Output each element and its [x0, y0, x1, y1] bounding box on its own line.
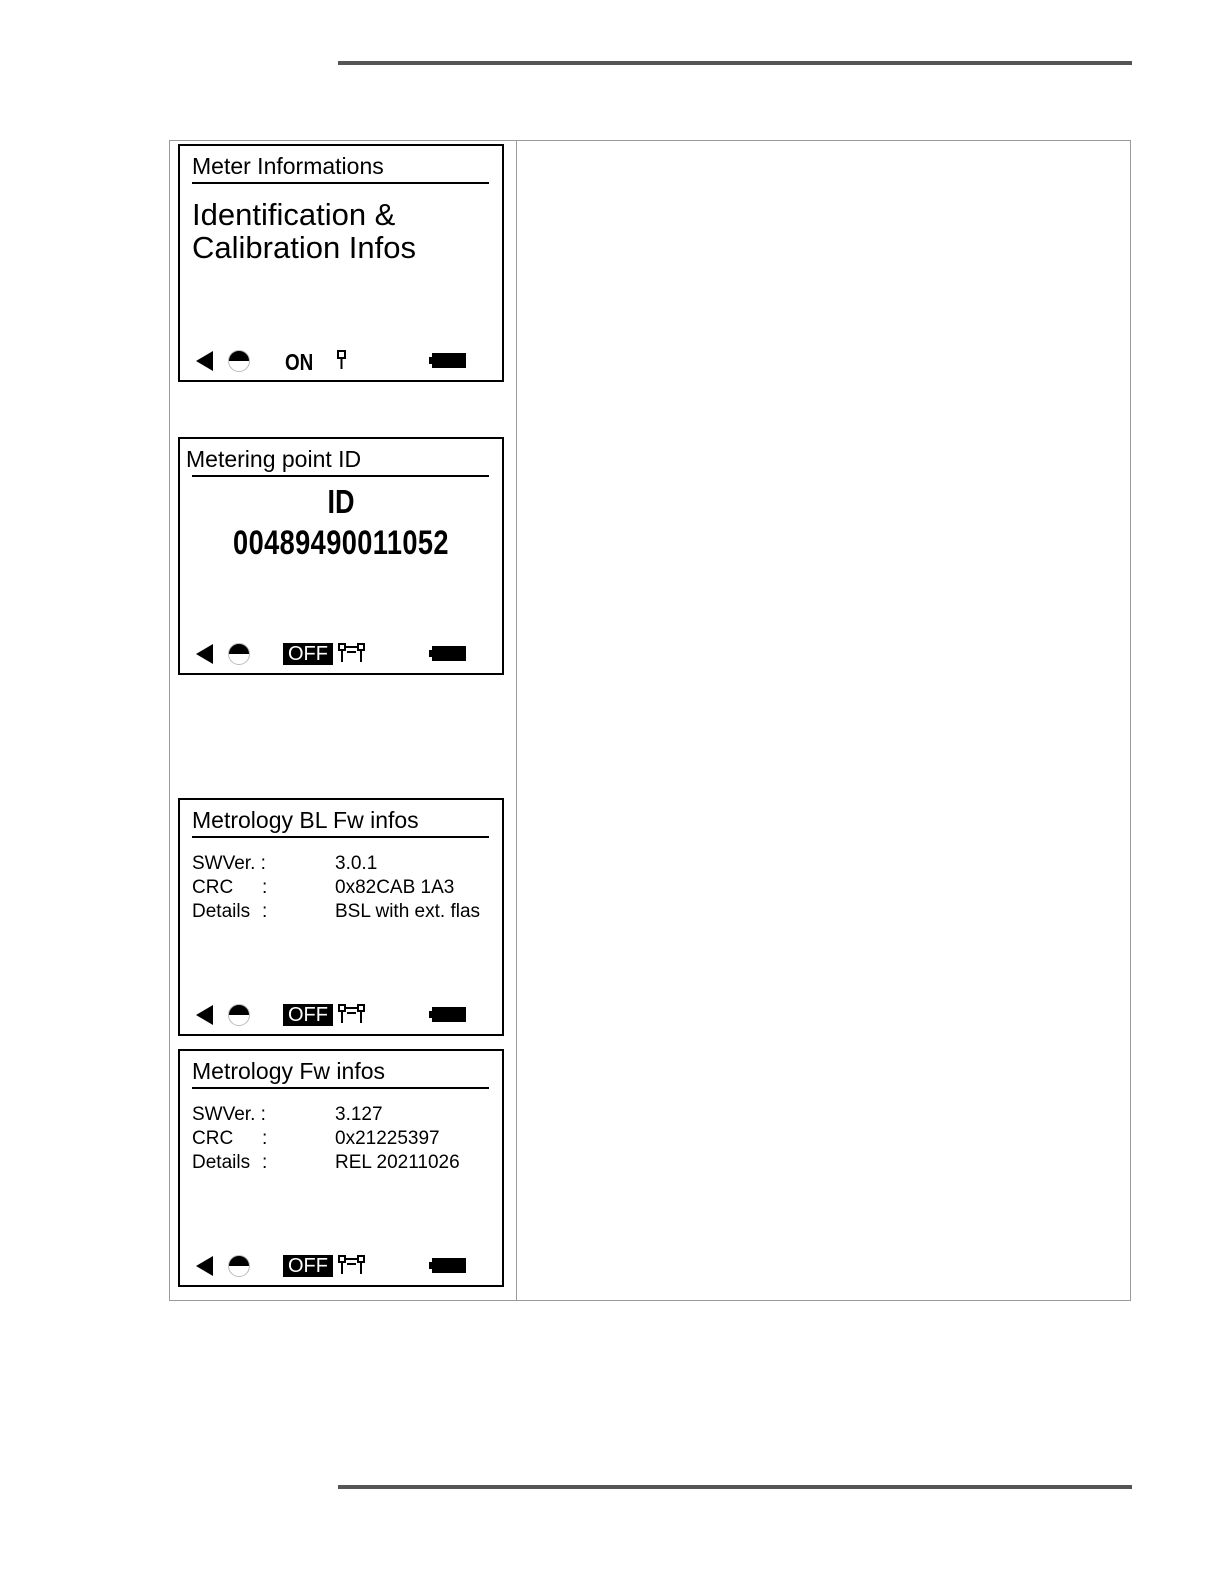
heading-line-1: Identification & [192, 197, 396, 232]
info-colon: : [262, 901, 268, 922]
info-key: CRC [192, 1128, 234, 1149]
metrology-bl-fw-infos-screen [178, 798, 504, 1036]
info-value: 0x82CAB 1A3 [335, 877, 455, 898]
relay-status-off: OFF [283, 1255, 333, 1277]
left-arrow-icon [196, 1256, 213, 1276]
battery-icon [432, 1258, 466, 1273]
status-bar [180, 346, 502, 376]
info-key: SWVer. : [192, 1104, 266, 1125]
half-disc-icon [228, 1255, 250, 1277]
info-key: CRC [192, 877, 234, 898]
metering-point-id-screen [178, 437, 504, 675]
info-value: 0x21225397 [335, 1128, 440, 1149]
screen-title: Metering point ID [186, 446, 362, 472]
info-value: 3.127 [335, 1104, 383, 1125]
connector-icon [337, 1003, 367, 1025]
id-label: ID [327, 483, 355, 520]
info-value: BSL with ext. flas [335, 901, 481, 922]
info-value: REL 20211026 [335, 1152, 460, 1173]
left-arrow-icon [196, 1005, 213, 1025]
title-underline [192, 1087, 489, 1089]
metrology-fw-infos-screen [178, 1049, 504, 1287]
status-bar [180, 639, 502, 669]
half-disc-icon [228, 643, 250, 665]
document-table [169, 140, 1131, 1301]
half-disc-icon [228, 350, 250, 372]
connector-icon [337, 1254, 367, 1276]
screen-title: Meter Informations [192, 153, 384, 179]
battery-icon [432, 1007, 466, 1022]
left-arrow-icon [196, 351, 213, 371]
info-colon: : [262, 877, 268, 898]
battery-icon [432, 646, 466, 661]
status-bar [180, 1251, 502, 1281]
screen-heading [192, 198, 416, 264]
info-value: 3.0.1 [335, 853, 378, 874]
meter-informations-screen [178, 144, 504, 382]
screen-title: Metrology Fw infos [192, 1058, 386, 1084]
header-rule [338, 61, 1132, 65]
heading-line-2: Calibration Infos [192, 230, 417, 265]
battery-icon [432, 353, 466, 368]
relay-status-on: ON [285, 349, 314, 375]
left-arrow-icon [196, 644, 213, 664]
metering-point-id-value: 00489490011052 [233, 524, 449, 562]
relay-status-off: OFF [283, 643, 333, 665]
plug-icon [335, 349, 349, 371]
relay-status-off: OFF [283, 1004, 333, 1026]
connector-icon [337, 642, 367, 664]
status-bar [180, 1000, 502, 1030]
title-underline [192, 836, 489, 838]
title-underline [192, 182, 489, 184]
title-underline [192, 475, 489, 477]
footer-rule [338, 1485, 1132, 1489]
info-key: Details [192, 1152, 251, 1173]
info-key: Details [192, 901, 251, 922]
description-cell [517, 141, 1130, 1300]
info-key: SWVer. : [192, 853, 266, 874]
info-colon: : [262, 1152, 268, 1173]
screen-title: Metrology BL Fw infos [192, 807, 419, 833]
half-disc-icon [228, 1004, 250, 1026]
info-colon: : [262, 1128, 268, 1149]
